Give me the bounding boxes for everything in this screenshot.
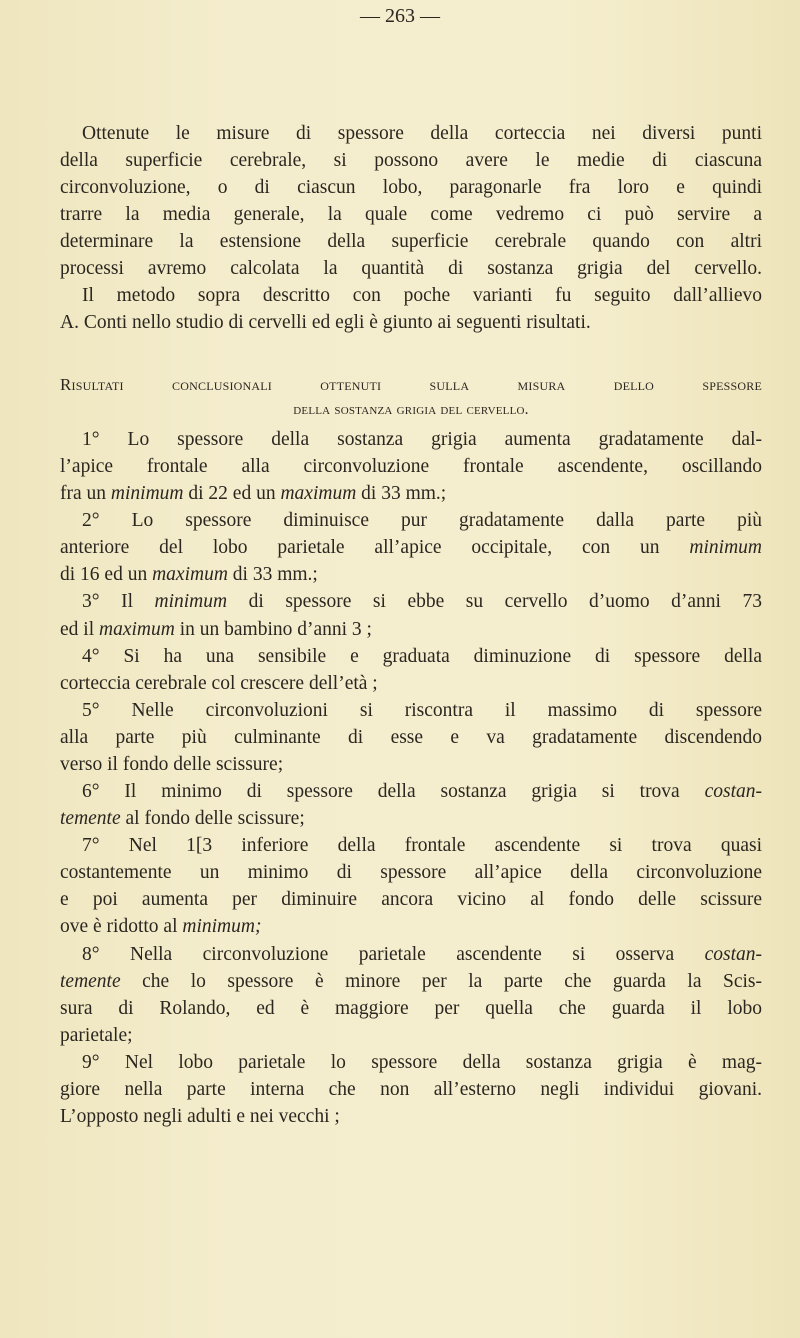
text-line [60,282,762,309]
result-line [60,886,762,913]
result-line [60,1049,762,1076]
text-segment: al fondo delle scissure; [120,808,305,830]
result-line [60,941,762,968]
italic-text: maximum [99,618,175,640]
text-segment: ove è ridotto al [60,916,183,938]
text-segment: l’apice frontale alla circonvoluzione frontale ascendente, oscillando [60,456,762,478]
result-line [60,453,762,480]
text-segment: 7° Nel 1[3 inferiore della frontale ascendente si trova quasi [82,835,762,857]
page-number: — 263 — [360,5,440,27]
text-segment: Il metodo sopra descritto con poche varianti fu seguito dall’allievo [82,285,762,306]
text-segment: ed il [60,618,99,640]
italic-text: minimum [154,591,228,613]
text-line [60,147,762,174]
italic-text: temente [60,970,121,992]
text-line [60,120,762,147]
text-segment: in un bambino d’anni 3 ; [174,618,372,640]
text-segment: L’opposto negli adulti e nei vecchi ; [60,1106,340,1127]
text-line [60,174,762,201]
text-segment: e poi aumenta per diminuire ancora vicino al fondo delle scissure [60,889,762,911]
text-segment: della superficie cerebrale, si possono avere le medie di ciascuna [60,150,762,171]
text-segment: di 16 ed un [60,564,153,586]
result-line [60,588,762,615]
text-segment: 1° Lo spessore della sostanza grigia aumenta gradatamente dal- [82,429,762,450]
text-segment: di 22 ed un [183,483,281,505]
italic-text: maximum [280,483,357,505]
text-segment: fra un [60,483,111,505]
result-line [60,1103,762,1130]
result-line [60,832,762,859]
result-line [60,1076,762,1103]
result-line [60,751,762,778]
text-line [60,201,762,228]
text-segment: 6° Il minimo di spessore della sostanza grigia si trova [82,781,705,803]
result-line [60,616,762,643]
text-segment: di 33 mm.; [227,564,318,586]
text-segment: circonvoluzione, o di ciascun lobo, paragonarle fra loro e quindi [60,177,762,198]
result-line [60,697,762,724]
text-line [60,309,762,336]
result-line [60,534,762,561]
italic-text: costan- [704,943,762,965]
text-segment: 8° Nella circonvoluzione parietale ascendente si osserva [82,943,705,965]
italic-text: minimum; [182,916,262,938]
text-segment: verso il fondo delle scissure; [60,753,284,775]
italic-text: maximum [152,564,228,586]
result-line [60,724,762,751]
italic-text: minimum [110,483,184,505]
italic-text: temente [60,808,121,830]
text-segment: 4° Si ha una sensibile e graduata diminuzione di spessore della [82,645,762,667]
result-line [60,968,762,995]
text-segment: anteriore del lobo parietale all’apice occipitale, con un [60,537,690,559]
text-segment: costantemente un minimo di spessore all’apice della circonvoluzione [60,862,762,884]
text-segment: 2° Lo spessore diminuisce pur gradatamente dalla parte più [82,510,762,532]
result-line [60,859,762,886]
text-line [60,228,762,255]
result-line [60,1022,762,1049]
text-segment: Ottenute le misure di spessore della corteccia nei diversi punti [82,123,762,144]
text-segment: corteccia cerebrale col crescere dell’età ; [60,672,378,694]
text-segment: processi avremo calcolata la quantità di sostanza grigia del cervello. [60,258,762,279]
result-line [60,913,762,940]
result-line [60,995,762,1022]
text-segment: parietale; [60,1024,133,1046]
text-segment: 3° Il [82,591,155,613]
text-segment: 5° Nelle circonvoluzioni si riscontra il massimo di spessore [82,699,762,721]
result-line [60,507,762,534]
result-line [60,426,762,453]
result-line [60,805,762,832]
result-line [60,778,762,805]
result-line [60,561,762,588]
text-segment: che lo spessore è minore per la parte che guarda la Scis- [120,970,762,992]
text-segment: A. Conti nello studio di cervelli ed egli è giunto ai seguenti risultati. [60,312,591,333]
result-line [60,643,762,670]
text-segment: alla parte più culminante di esse e va gradatamente discendendo [60,726,762,748]
text-segment: giore nella parte interna che non all’esterno negli individui giovani. [60,1078,762,1100]
text-line [60,255,762,282]
result-line [60,670,762,697]
text-segment: sura di Rolando, ed è maggiore per quella che guarda il lobo [60,997,762,1019]
text-segment: trarre la media generale, la quale come vedremo ci può servire a [60,204,762,225]
text-segment: di 33 mm.; [356,483,447,505]
italic-text: costan- [704,781,762,803]
result-line [60,480,762,507]
italic-text: minimum [689,537,762,559]
text-segment: 9° Nel lobo parietale lo spessore della sostanza grigia è mag- [82,1051,762,1073]
section-heading-line-1: Risultati conclusionali ottenuti sulla misura dello spessore [60,375,762,394]
section-heading-line-2: della sostanza grigia del cervello. [293,401,529,418]
text-segment: di spessore si ebbe su cervello d’uomo d’anni 73 [227,591,762,613]
text-segment: determinare la estensione della superficie cerebrale quando con altri [60,231,762,252]
